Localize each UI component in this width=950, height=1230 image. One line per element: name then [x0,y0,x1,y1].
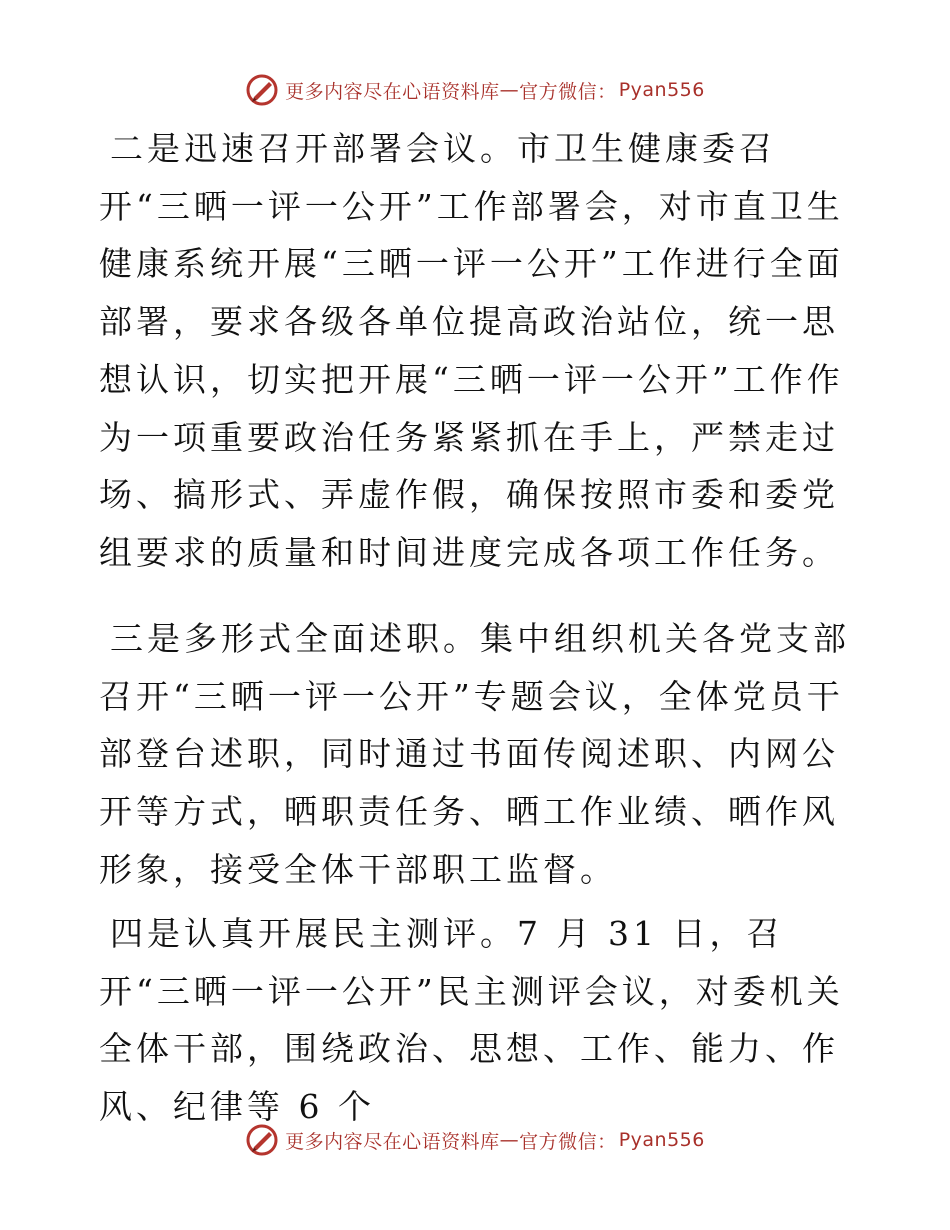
watermark-text: 更多内容尽在心语资料库 [285,1130,500,1153]
paragraph-text: 二是迅速召开部署会议。市卫生健康委召开“三晒一评一公开”工作部署会，对市直卫生健康系统开展“三晒一评一公开”工作进行全面部署，要求各级各单位提高政治站位，统一思想认识，切实把开展“三晒一评一公开”工作作为一项重要政治任务紧紧抓在手上，严禁走过场、搞形式、弄虚作假，确保按照市委和委党组要求的质量和时间进度完成各项工作任务。 [99,129,844,572]
footer-watermark [0,1120,950,1160]
watermark-separator: — [499,79,520,101]
pen-logo-icon [245,73,279,107]
paragraph-text: 四是认真开展民主测评。7 月 31 日，召开“三晒一评一公开”民主测评会议，对委机关全体干部，围绕政治、思想、工作、能力、作风、纪律等 6 个 [99,914,844,1127]
pen-logo-icon [245,1123,279,1157]
watermark-text: 更多内容尽在心语资料库 [285,80,500,103]
paragraph [99,120,859,582]
watermark-wechat-label: 官方微信： [519,80,617,103]
watermark-separator: — [499,1129,520,1151]
watermark-wechat-id: Pyan556 [618,1129,705,1151]
watermark-wechat-label: 官方微信： [519,1130,617,1153]
paragraph-text: 三是多形式全面述职。集中组织机关各党支部召开“三晒一评一公开”专题会议，全体党员干部登台述职，同时通过书面传阅述职、内网公开等方式，晒职责任务、晒工作业绩、晒作风形象，接受全体干部职工监督。 [99,619,850,889]
paragraph [99,905,859,1136]
paragraph [99,610,859,899]
header-watermark [0,70,950,110]
watermark-wechat-id: Pyan556 [618,79,705,101]
